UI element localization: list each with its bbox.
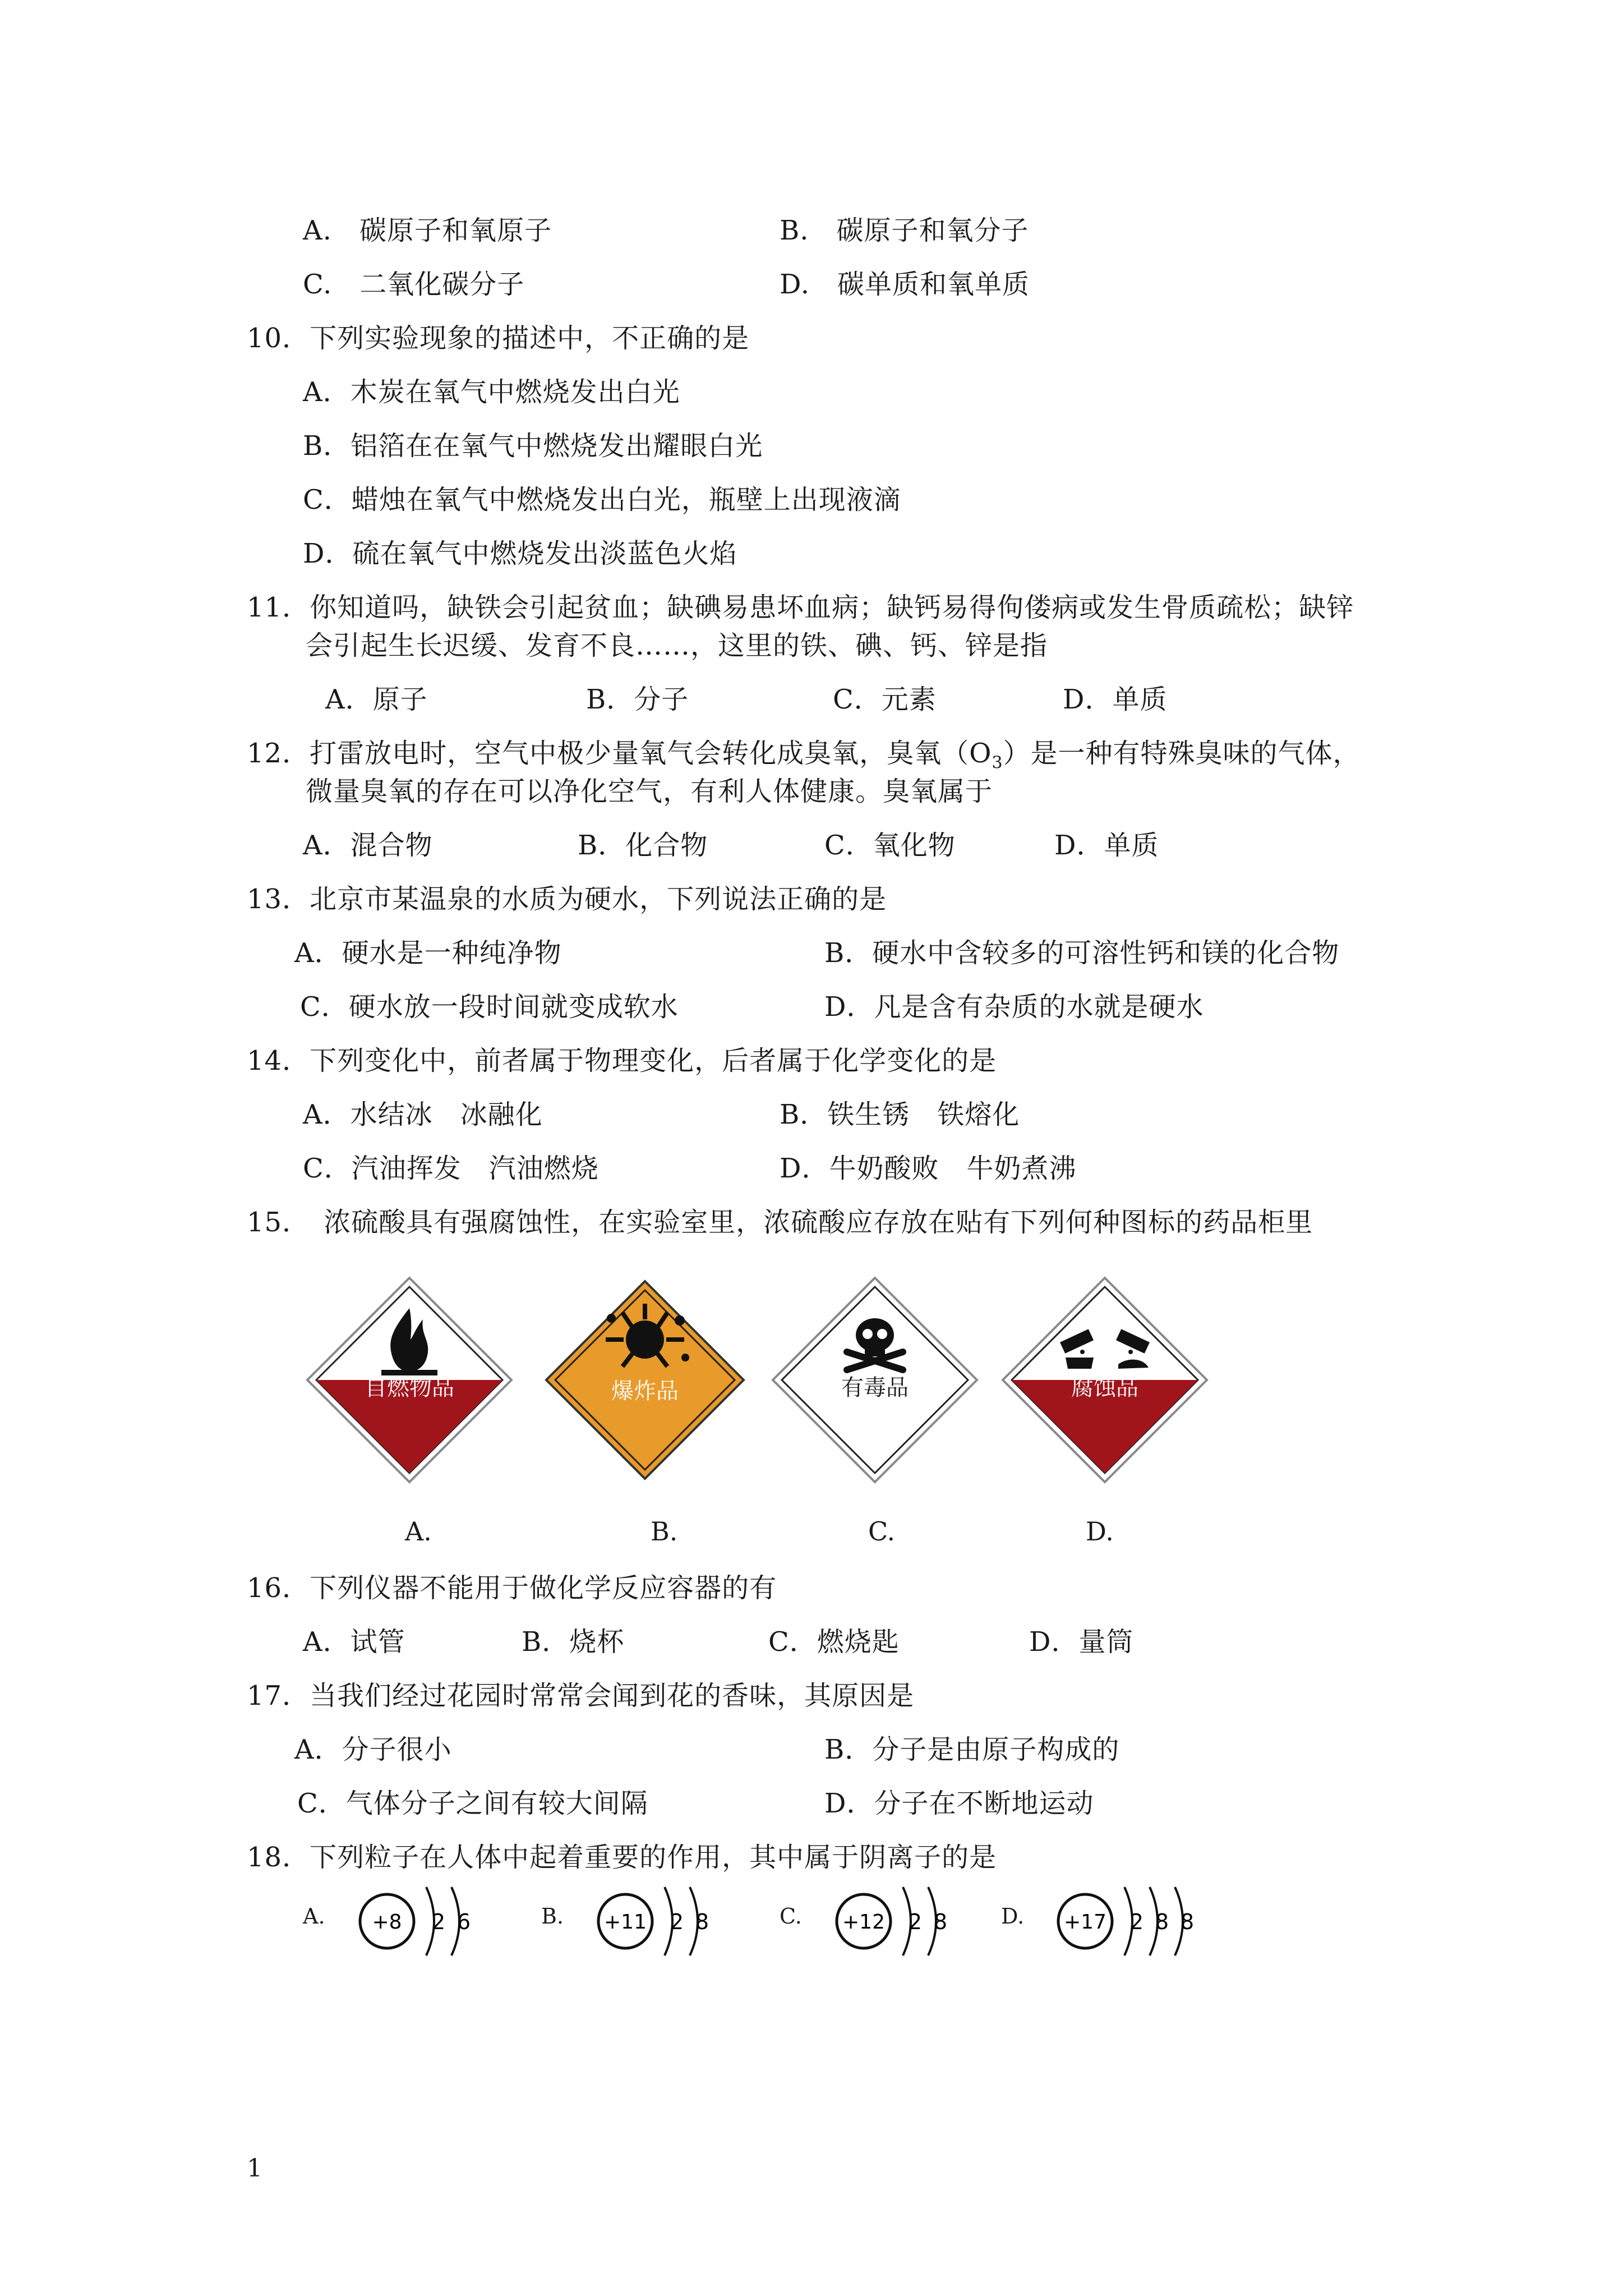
atom-d-shell-3: 8	[1180, 1910, 1195, 1934]
q14-option-c: C．汽油挥发 汽油燃烧	[303, 1153, 599, 1184]
q13-option-d: D．凡是含有杂质的水就是硬水	[824, 991, 1204, 1023]
q11-option-d: D．单质	[1063, 684, 1168, 715]
page-number: 1	[247, 2154, 262, 2183]
q17-option-b: B．分子是由原子构成的	[824, 1734, 1120, 1765]
atom-a-shells-icon	[348, 1879, 516, 1963]
atom-a-nucleus: +8	[372, 1911, 402, 1934]
q9-option-a-text: 碳原子和氧原子	[359, 215, 552, 246]
atom-b-shell-2: 8	[695, 1910, 709, 1934]
atom-structure-diagrams	[303, 1879, 1256, 1963]
hazard-sign-d-label: 腐蚀品	[1071, 1375, 1138, 1401]
q14-option-a: A．水结冰 冰融化	[303, 1099, 543, 1130]
atom-d-nucleus: +17	[1064, 1911, 1106, 1934]
atom-diagram-b-letter: B.	[541, 1904, 564, 1929]
q17-option-a: A．分子很小	[294, 1734, 452, 1765]
atom-b-shell-1: 2	[670, 1910, 684, 1934]
atom-d-shells-icon	[1046, 1879, 1237, 1963]
q16-option-d: D．量筒	[1029, 1626, 1134, 1658]
q17-stem: 17．当我们经过花园时常常会闻到花的香味，其原因是	[247, 1680, 915, 1711]
hazard-sign-d-letter: D.	[1086, 1516, 1114, 1547]
q16-stem: 16．下列仪器不能用于做化学反应容器的有	[247, 1572, 777, 1604]
q12-stem-line1	[247, 735, 1361, 772]
q10-option-a: A．木炭在氧气中燃烧发出白光	[303, 376, 680, 408]
q16-option-b: B．烧杯	[522, 1626, 625, 1658]
hazard-sign-c-letter: C.	[868, 1516, 896, 1547]
q9-option-a	[303, 212, 552, 249]
atom-c-nucleus: +12	[842, 1911, 885, 1934]
q12-option-d: D．单质	[1054, 830, 1159, 861]
q17-option-c: C．气体分子之间有较大间隔	[297, 1788, 648, 1819]
q11-option-b: B．分子	[586, 684, 689, 715]
q14-option-d: D．牛奶酸败 牛奶煮沸	[780, 1153, 1077, 1184]
atom-diagram-a	[303, 1879, 494, 1963]
q10-option-d: D．硫在氧气中燃烧发出淡蓝色火焰	[303, 538, 737, 569]
q9-option-b-letter: B.	[780, 215, 809, 246]
atom-c-shell-1: 2	[908, 1910, 923, 1934]
q17-option-d: D．分子在不断地运动	[824, 1788, 1094, 1819]
q12-stem-line2: 微量臭氧的存在可以净化空气，有利人体健康。臭氧属于	[306, 776, 993, 807]
q13-option-a: A．硬水是一种纯净物	[294, 937, 562, 969]
atom-b-nucleus: +11	[604, 1911, 647, 1934]
hazard-sign-a-letter: A.	[405, 1516, 432, 1547]
atom-diagram-d-letter: D.	[1001, 1904, 1025, 1929]
q16-option-c: C．燃烧匙	[768, 1626, 900, 1658]
q13-option-b: B．硬水中含较多的可溶性钙和镁的化合物	[824, 937, 1340, 969]
q15-stem: 15． 浓硫酸具有强腐蚀性，在实验室里，浓硫酸应存放在贴有下列何种图标的药品柜里	[247, 1207, 1313, 1238]
atom-diagram-a-letter: A.	[303, 1904, 325, 1929]
atom-d-shell-1: 2	[1129, 1910, 1144, 1934]
hazard-sign-a	[303, 1273, 516, 1487]
q9-option-c-letter: C.	[303, 269, 333, 300]
q18-stem: 18．下列粒子在人体中起着重要的作用，其中属于阴离子的是	[247, 1842, 997, 1873]
atom-diagram-c	[780, 1879, 970, 1963]
hazard-sign-d	[998, 1273, 1211, 1487]
q12-stem-line1-part-a: 12．打雷放电时，空气中极少量氧气会转化成臭氧，臭氧（O	[247, 738, 992, 769]
atom-diagram-b	[541, 1879, 732, 1963]
q9-option-d-letter: D.	[780, 269, 810, 300]
q14-option-b: B．铁生锈 铁熔化	[780, 1099, 1020, 1130]
q9-option-b-text: 碳原子和氧分子	[836, 215, 1029, 246]
q12-stem-line1-part-b: ）是一种有特殊臭味的气体，	[1003, 738, 1361, 769]
q12-option-b: B．化合物	[578, 830, 708, 861]
q9-option-a-letter: A.	[303, 215, 332, 246]
hazard-sign-c-label: 有毒品	[841, 1375, 909, 1401]
q9-option-b	[780, 212, 1029, 249]
q11-stem-line2: 会引起生长迟缓、发育不良……，这里的铁、碘、钙、锌是指	[306, 630, 1048, 661]
q11-option-a: A．原子	[325, 684, 428, 715]
atom-b-shells-icon	[586, 1879, 754, 1963]
hazard-sign-b-letter: B.	[651, 1516, 678, 1547]
q16-option-a: A．试管	[303, 1626, 405, 1658]
q11-stem-line1: 11．你知道吗，缺铁会引起贫血；缺碘易患坏血病；缺钙易得佝偻病或发生骨质疏松；缺锌	[247, 592, 1354, 623]
q9-option-d-text: 碳单质和氧单质	[837, 269, 1030, 300]
atom-a-shell-2: 6	[457, 1910, 471, 1934]
q10-option-b: B．铝箔在在氧气中燃烧发出耀眼白光	[303, 430, 763, 462]
q9-option-d	[780, 266, 1030, 303]
atom-diagram-d	[1001, 1879, 1237, 1963]
q10-option-c: C．蜡烛在氧气中燃烧发出白光，瓶壁上出现液滴	[303, 484, 901, 516]
q9-option-c-text: 二氧化碳分子	[359, 269, 525, 300]
q14-stem: 14．下列变化中，前者属于物理变化，后者属于化学变化的是	[247, 1045, 997, 1076]
hazard-sign-c	[768, 1273, 981, 1487]
q12-option-a: A．混合物	[303, 830, 433, 861]
atom-a-shell-1: 2	[431, 1910, 446, 1934]
q10-stem: 10．下列实验现象的描述中，不正确的是	[247, 323, 750, 354]
atom-diagram-c-letter: C.	[780, 1904, 802, 1929]
ozone-subscript: 3	[992, 753, 1003, 773]
hazard-sign-b	[538, 1273, 751, 1487]
hazard-sign-a-label: 自燃物品	[365, 1375, 454, 1401]
q13-stem: 13．北京市某温泉的水质为硬水，下列说法正确的是	[247, 884, 887, 915]
q11-option-c: C．元素	[833, 684, 937, 715]
q9-option-c	[303, 266, 524, 303]
atom-c-shells-icon	[824, 1879, 993, 1963]
q13-option-c: C．硬水放一段时间就变成软水	[300, 991, 679, 1023]
atom-d-shell-2: 8	[1155, 1910, 1169, 1934]
q12-option-c: C．氧化物	[824, 830, 956, 861]
atom-c-shell-2: 8	[933, 1910, 948, 1934]
hazard-signs-row	[303, 1273, 1223, 1492]
hazard-sign-b-label: 爆炸品	[611, 1378, 679, 1404]
